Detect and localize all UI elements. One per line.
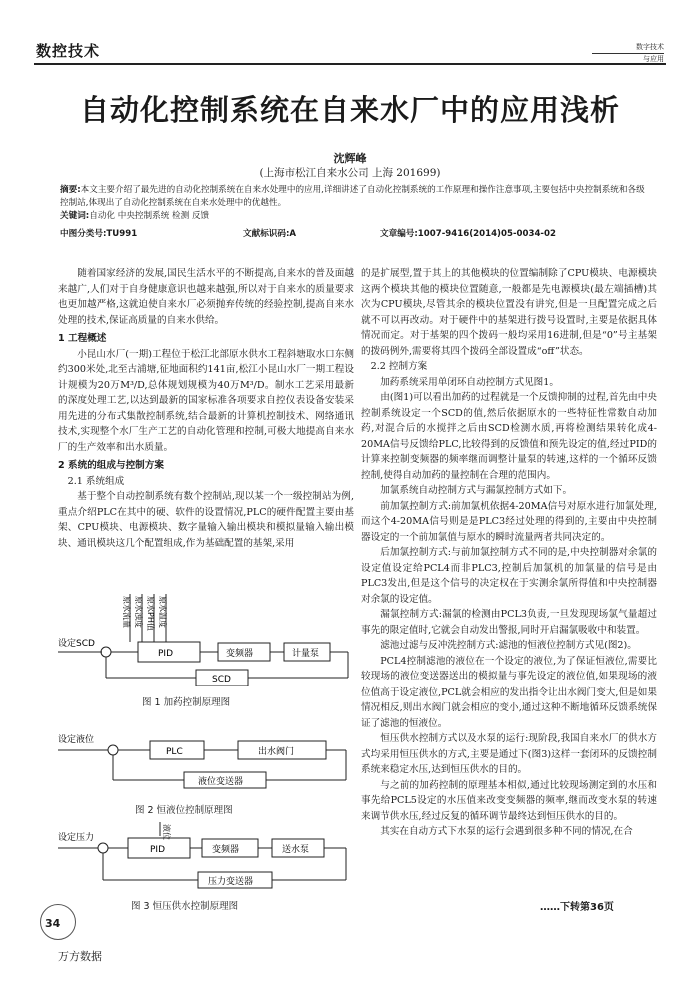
paragraph: PCL4控制滤池的液位在一个设定的液位,为了保证恒液位,需要比较现场的液位变送器送出的模拟量与事先设定的液位值,如果现场的液位值高于设定液位,PCL就会相应的发出指令让出水阀门变大,但是如果情况相反,则出水阀门就会相应的变小,通过这种不断地循环反馈系统保证了滤池的恒液位。 [361,655,657,729]
vfd-block: 变频器 [212,845,240,855]
subsection-heading: 2.2 控制方案 [370,361,428,372]
logo-bottom: 与应用 [643,55,664,63]
journal-logo [592,42,664,65]
page-number: 34 [45,917,61,930]
input-label: 原水温度 [158,596,167,628]
paragraph: 前加氯控制方式:前加氯机依据4-20MA信号对原水进行加氯处理,而这个4-20MA信号则是是PLC3经过处理的得到的,主要由中央控制器设定的一个前加氯值与原水的瞬时流量两者共同决定的。 [361,500,657,543]
paragraph: 的是扩展型,置于其上的其他模块的位置编制除了CPU模块、电源模块这两个模块其他的模块位置随意,一般都是先电源模块(最左端插槽)其次为CPU模块,尽管其余的模块位置没有讲究,但是一旦配置完成之后就不可以再改动。对于硬件中的基架进行拨号设置时,主要是依据具体情况而定。对于基架的四个拨码一般均采用16进制,但是“0”号主基架的拨码例外,需要将其四个拨码全部设置成“off”状态。 [361,268,657,357]
setpoint-label: 设定液位 [58,735,95,745]
input-label: 原水流量 [122,596,131,628]
left-column [58,266,354,551]
sensor-block: 液位变送器 [198,777,244,787]
continued-note: ……下转第36页 [540,902,614,913]
plc-block: PLC [166,747,183,757]
paragraph: 加药系统采用单闭环自动控制方式见图1。 [380,376,559,388]
paragraph: 随着国家经济的发展,国民生活水平的不断提高,自来水的普及面越来越广,人们对于自身健康意识也越来越强,所以对于自来水的质量要求也更加越严格,这就迫使自来水厂必须抛弃传统的经验控制,提高自来水处理的技术,保证高质量的自来水供给。 [58,268,354,326]
section-heading: 2 系统的组成与控制方案 [58,460,164,471]
figure-2-diagram [58,728,354,800]
figure-1-caption: 图 1 加药控制原理图 [142,697,231,708]
abstract-label: 摘要: [60,185,81,195]
paragraph: 基于整个自动控制系统有数个控制站,现以某一个一级控制站为例,重点介绍PLC在其中的硬、软件的设置情况,PLC的硬件配置主要由基架、CPU模块、电源模块、数字量输入输出模块和模拟量输入输出模块、通讯模块这几个配置组成,作为基础配置的基架,采用 [58,491,354,549]
paragraph: 小昆山水厂(一期)工程位于松江北部原水供水工程斜塘取水口东侧约300米处,北至古浦塘,征地面积约141亩,松江小昆山水厂一期工程设计规模为20万M³/D,总体规划规模为40万M³/D。制水工艺采用最新的深度处理工艺,以达到最新的国家标准各项要求自控仪表设备安装采用先进的分布式集散控制系统,结合最新的计算机控制技术、网络通讯技术,实现整个水厂生产工艺的自动化管理和控制,可极大地提高自来水厂的生产效率和出水质量。 [58,348,354,453]
section-label: 数控技术 [36,42,101,60]
figure-1-diagram [58,590,354,686]
figure-3-diagram [58,818,354,892]
abstract [60,184,645,223]
input-label: 原水浊度 [134,596,143,628]
classification-number: 中图分类号:TU991 [60,229,138,239]
right-column [361,266,657,840]
header-rule [34,63,666,65]
pid-block: PID [150,845,166,855]
section-heading: 1 工程概述 [58,333,107,344]
article-number: 文章编号:1007-9416(2014)05-0034-02 [380,229,556,239]
pump-block: 计量泵 [292,649,320,659]
abstract-text: 本文主要介绍了最先进的自动化控制系统在自来水处理中的应用,详细讲述了自动化控制系统的工作原理和操作注意事项,主要包括中央控制系统和各级控制站,体现出了自动化控制系统在自来水处理中的优越性。 [60,185,645,208]
paragraph: 恒压供水控制方式以及水泵的运行:现阶段,我国自来水厂的供水方式均采用恒压供水的方式,主要是通过下(图3)这样一套闭环的反馈控制系统来稳定水压,达到恒压供水的目的。 [361,733,657,775]
keywords: 自动化 中央控制系统 检测 反馈 [89,211,210,221]
sensor-block: SCD [212,675,231,685]
input-label: 原水PH值 [146,596,155,631]
pump-block: 送水泵 [282,845,310,855]
provider-watermark: 万方数据 [58,950,102,963]
paragraph: 后加氯控制方式:与前加氯控制方式不同的是,中央控制器对余氯的设定值设定给PCL4而非PLC3,控制后加氯机的加氯量的信号是由PLC3发出,但是这个信号的决定权在于实测余氯所得值和中央控制器对余氯的设定值。 [361,547,657,605]
figure-2-caption: 图 2 恒液位控制原理图 [135,805,233,816]
vfd-block: 变频器 [226,649,254,659]
document-code: 文献标识码:A [243,229,297,239]
valve-block: 出水阀门 [258,747,295,757]
level-label: 液位 [162,824,171,840]
paper-title: 自动化控制系统在自来水厂中的应用浅析 [79,93,620,127]
paragraph: 滤池过滤与反冲洗控制方式:滤池的恒液位控制方式见(图2)。 [380,640,637,651]
paragraph: 漏氯控制方式:漏氯的检测由PCL3负责,一旦发现现场氯气量超过事先的限定值时,它就会自动发出警报,同时开启漏氯吸收中和装置。 [361,609,657,636]
paragraph: 由(图1)可以看出加药的过程就是一个反馈抑制的过程,首先由中央控制系统设定一个SCD的值,然后依据原水的一些特征性常数自动加药,对混合后的水搅拌之后由SCD检测水质,再将检测结果转化成4-20MA信号反馈给PLC,比较得到的反馈值和预先设定的值,经过PID的计算来控制变频器的频率继而调整计量泵的转速,这样的一个循环反馈控制,使得自动加药的量控制在合理的范围内。 [361,392,657,481]
author: 沈辉峰 [333,152,367,165]
setpoint-label: 设定压力 [58,833,95,843]
subsection-heading: 2.1 系统组成 [67,475,125,487]
paragraph: 加氯系统自动控制方式与漏氯控制方式如下。 [380,485,573,496]
sensor-block: 压力变送器 [208,877,254,887]
logo-top: 数字技术 [592,42,664,54]
setpoint-label: 设定SCD [58,639,95,649]
keywords-label: 关键词: [60,211,90,221]
paragraph: 与之前的加药控制的原理基本相似,通过比较现场测定到的水压和事先给PCL5设定的水压值来改变变频器的频率,继而改变水泵的转速来调节供水压,经过反复的循环调节最终达到恒压供水的目的。 [361,779,657,822]
affiliation: (上海市松江自来水公司 上海 201699) [259,167,441,179]
figure-3-caption: 图 3 恒压供水控制原理图 [131,901,239,912]
paragraph: 其实在自动方式下水泵的运行会遇到很多种不同的情况,在合 [380,826,633,837]
page-number-badge [40,904,76,940]
pid-block: PID [158,649,174,659]
